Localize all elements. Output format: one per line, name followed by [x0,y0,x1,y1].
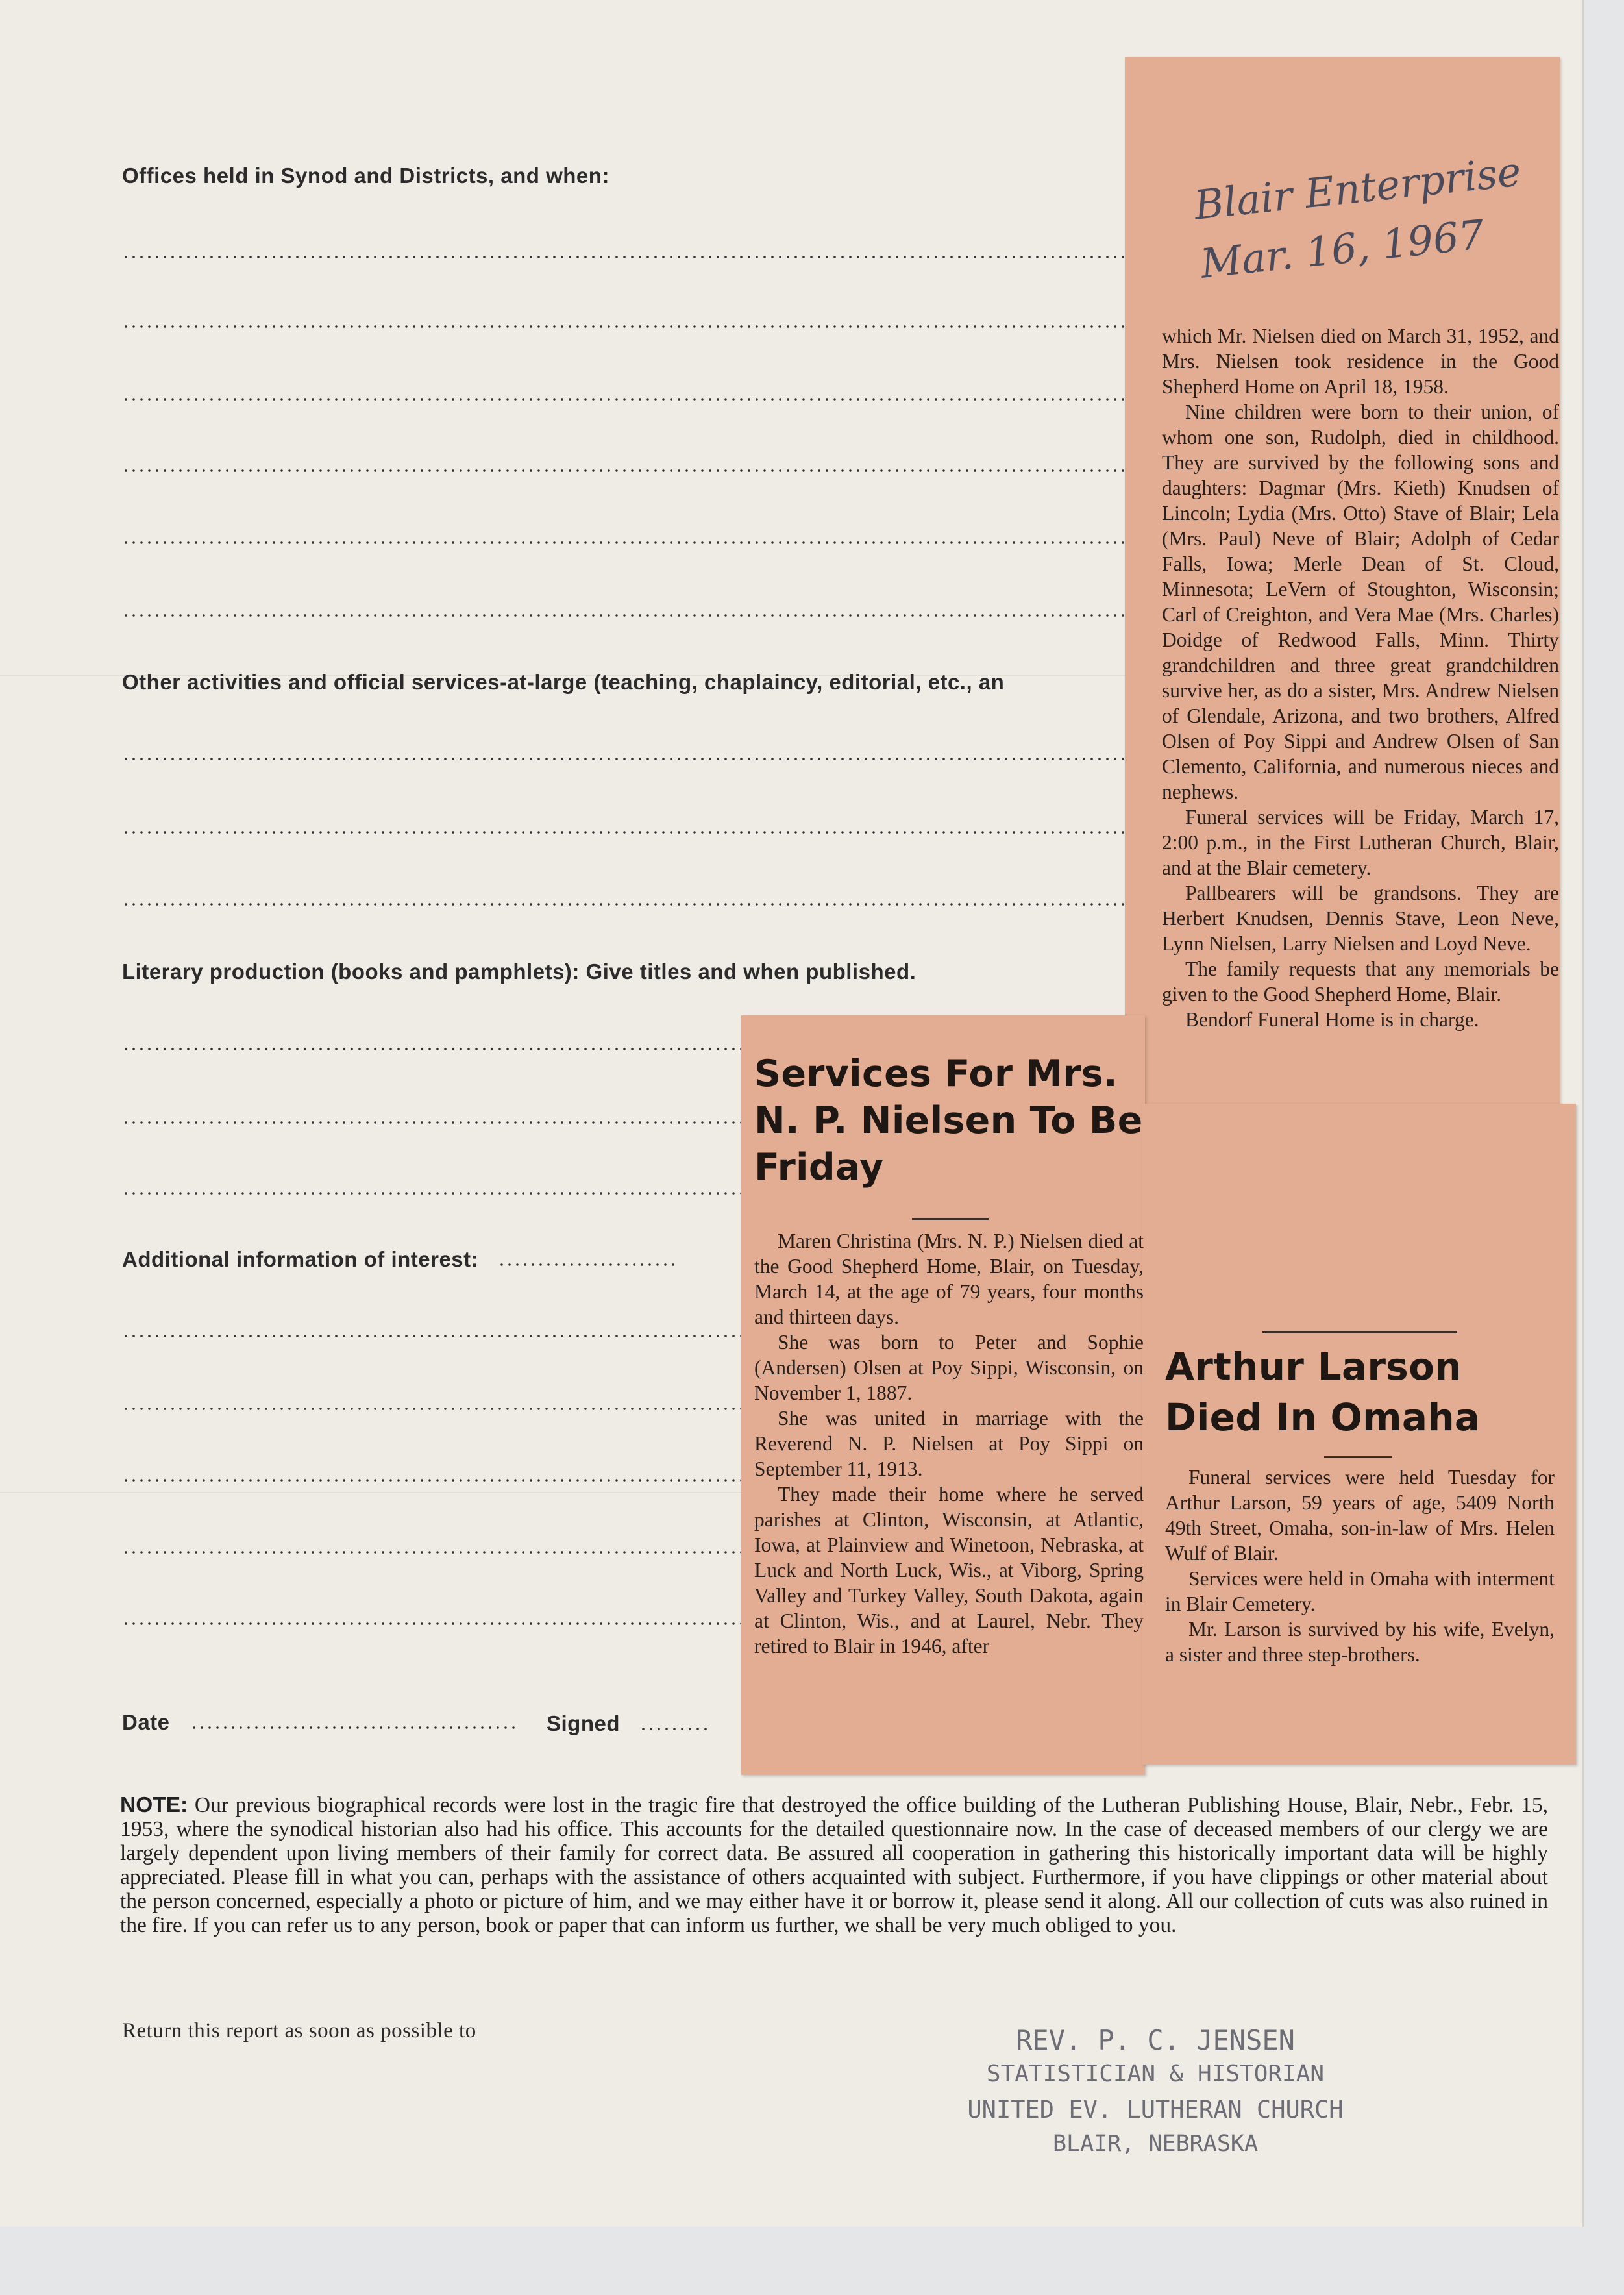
paragraph: They made their home where he served parishes at Clinton, Wisconsin, at Atlantic, Iowa, at Plainview and Winetoon, Nebraska, at Luck and North Luck, Wis., at Viborg, Spring Valley and Turkey Valley, South Dakota, again at Clinton, Wis., and at Laurel, Nebr. They retired to Blair in 1946, after [754,1483,1144,1657]
handwritten-source: Blair Enterprise [1192,147,1523,229]
additional-line-1[interactable] [122,1334,748,1338]
stamp-line-name: REV. P. C. JENSEN [1016,2024,1295,2056]
date-line[interactable] [190,1726,518,1730]
section-rule [1262,1331,1457,1333]
activities-label: Other activities and official services-at-large (teaching, chaplaincy, editorial, etc., an [122,670,1005,694]
additional-line-0[interactable] [498,1263,680,1267]
paragraph: Funeral services will be Friday, March 17, 2:00 p.m., in the First Lutheran Church, Blair, and at the Blair cemetery. [1162,806,1559,879]
literary-label: Literary production (books and pamphlets): Give titles and when published. [122,960,917,984]
paragraph: The family requests that any memorials be given to the Good Shepherd Home, Blair. [1162,958,1559,1006]
paragraph: Pallbearers will be grandsons. They are Herbert Knudsen, Dennis Stave, Leon Neve, Lynn Nielsen, Larry Nielsen and Loyd Neve. [1162,882,1559,955]
paragraph: Services were held in Omaha with interment in Blair Cemetery. [1165,1567,1555,1615]
literary-line-1[interactable] [122,1047,748,1051]
additional-label [122,1247,680,1272]
signed-line[interactable] [639,1727,711,1731]
offices-line-4[interactable] [122,469,1138,473]
paragraph: Bendorf Funeral Home is in charge. [1185,1008,1479,1031]
literary-line-2[interactable] [122,1121,748,1124]
clipping-right-text [1162,323,1559,1032]
note-text: Our previous biographical records were lost in the tragic fire that destroyed the office building of the Lutheran Publishing House, Blair, Nebr., Febr. 15, 1953, where the synodical historian also had his office. This accounts for the detailed questionnaire now. In the case of deceased members of our clergy we are largely dependent upon living members of their family for correct data. Be assured all cooperation in gathering this historically important data will be highly appreciated. Please fill in what you can, perhaps with the assistance of others acquainted with subject. Furthermore, if you have clippings or other material about the person concerned, especially a photo or picture of him, and we may either have it or borrow it, please send it along. All our collection of cuts was also ruined in the fire. If you can refer us to any person, book or paper that can inform us further, we shall be very much obliged to you. [120,1793,1548,1937]
paragraph: She was united in marriage with the Reverend N. P. Nielsen at Poy Sippi on September 11, 1913. [754,1407,1144,1480]
date-field [122,1710,518,1735]
activities-line-3[interactable] [122,902,1138,906]
offices-line-6[interactable] [122,614,1138,617]
clipping-larson-text [1165,1465,1555,1667]
stamp-line-city: BLAIR, NEBRASKA [1052,2131,1259,2157]
additional-label-text: Additional information of interest: [122,1247,479,1271]
date-label: Date [122,1710,170,1734]
stamp-line-church: UNITED EV. LUTHERAN CHURCH [967,2096,1344,2124]
additional-line-2[interactable] [122,1407,748,1411]
offices-label: Offices held in Synod and Districts, and when: [122,164,609,188]
note-label: NOTE: [120,1793,188,1817]
additional-line-5[interactable] [122,1622,748,1626]
headline-larson: Arthur Larson Died In Omaha [1165,1345,1481,1439]
offices-line-1[interactable] [122,255,1138,259]
offices-line-2[interactable] [122,325,1138,329]
paragraph: Mr. Larson is survived by his wife, Evelyn, a sister and three step-brothers. [1165,1618,1555,1666]
return-label: Return this report as soon as possible to [122,2019,476,2042]
headline-nielsen: Services For Mrs. N. P. Nielsen To Be Friday [754,1052,1143,1189]
signed-field [547,1711,711,1736]
note-paragraph [120,1793,1548,1937]
headline-rule [1324,1456,1392,1458]
handwritten-date: Mar. 16, 1967 [1198,210,1487,288]
paragraph: Maren Christina (Mrs. N. P.) Nielsen died at the Good Shepherd Home, Blair, on Tuesday, March 14, at the age of 79 years, four months and thirteen days. [754,1230,1144,1328]
activities-line-2[interactable] [122,830,1138,834]
offices-line-3[interactable] [122,397,1138,401]
literary-line-3[interactable] [122,1191,748,1195]
stamp-line-title: STATISTICIAN & HISTORIAN [986,2061,1325,2087]
signed-label: Signed [547,1711,621,1735]
additional-line-3[interactable] [122,1478,748,1482]
paragraph: Nine children were born to their union, of whom one son, Rudolph, died in childhood. They are survived by the following sons and daughters: Dagmar (Mrs. Kieth) Knudsen of Lincoln; Lydia (Mrs. Otto) Stave of Blair; Lela (Mrs. Paul) Neve of Blair; Adolph of Cedar Falls, Iowa; Merle Dean of St. Cloud, Minnesota; LeVern of Stoughton, Wisconsin; Carl of Creighton, and Vera Mae (Mrs. Charles) Doidge of Redwood Falls, Minn. Thirty grandchildren and three great grandchildren survive her, as do a sister, Mrs. Andrew Nielsen of Glendale, Arizona, and two brothers, Alfred Olsen of Poy Sippi and Andrew Olsen of San Clemento, California, and numerous nieces and nephews. [1162,401,1559,803]
clipping-nielsen-text [754,1228,1144,1659]
additional-line-4[interactable] [122,1550,748,1554]
paragraph: Funeral services were held Tuesday for Arthur Larson, 59 years of age, 5409 North 49th Street, Omaha, son-in-law of Mrs. Helen Wulf of Blair. [1165,1466,1555,1565]
activities-line-1[interactable] [122,757,1138,761]
paragraph: She was born to Peter and Sophie (Andersen) Olsen at Poy Sippi, Wisconsin, on November 1, 1887. [754,1331,1144,1404]
paragraph: which Mr. Nielsen died on March 31, 1952, and Mrs. Nielsen took residence in the Good Shepherd Home on April 18, 1958. [1162,325,1559,398]
offices-line-5[interactable] [122,541,1138,545]
headline-rule [912,1218,989,1220]
